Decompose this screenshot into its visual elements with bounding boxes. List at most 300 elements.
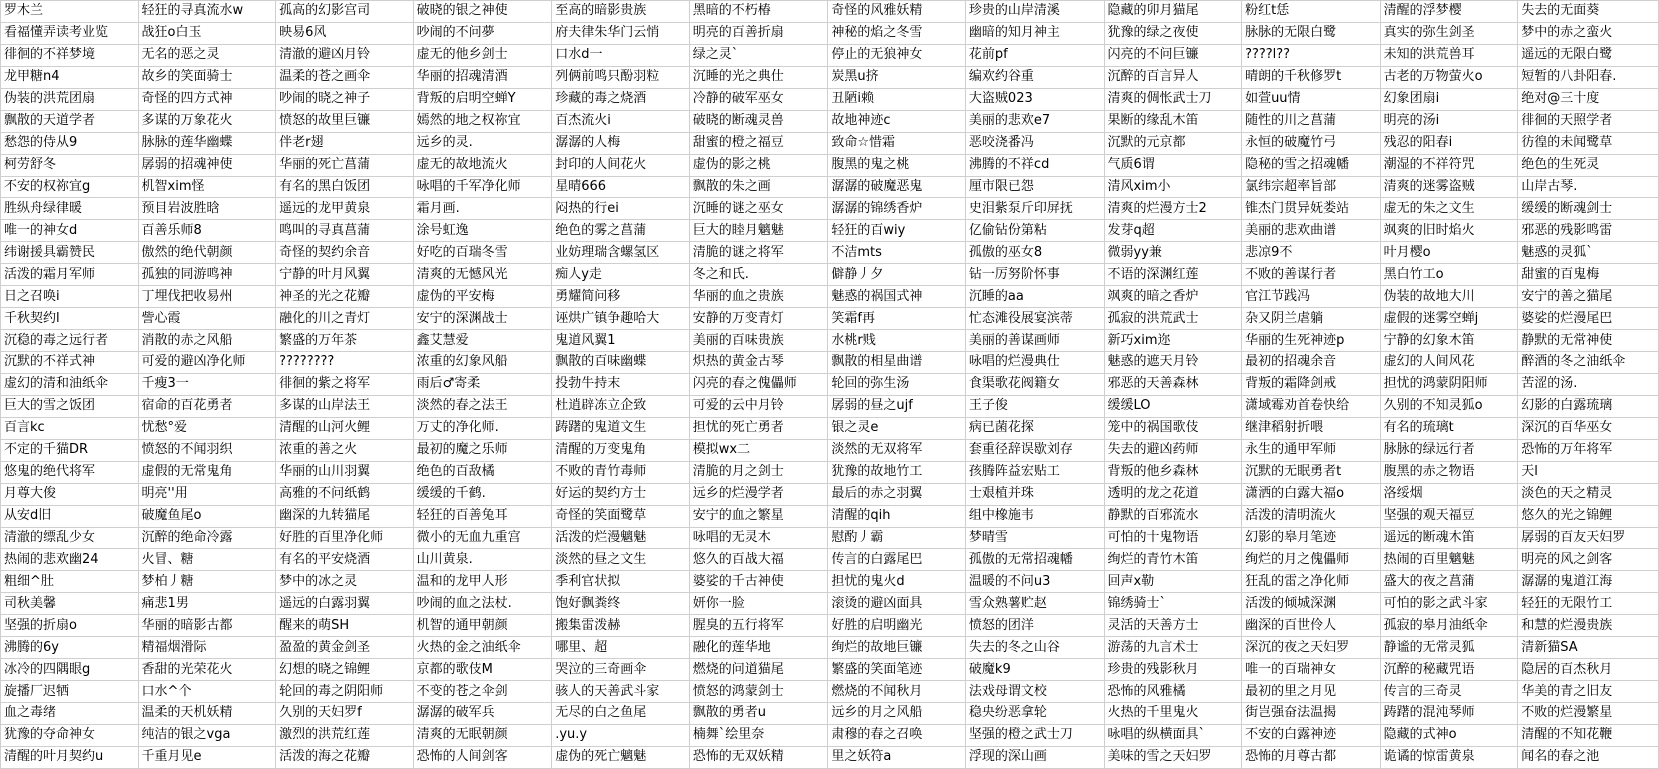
- table-cell[interactable]: 洛绥烟: [1380, 483, 1518, 505]
- table-cell[interactable]: 甜蜜的百鬼梅: [1518, 264, 1659, 286]
- table-cell[interactable]: 孤独的同游鸣神: [138, 264, 276, 286]
- table-cell[interactable]: 虚无的他乡剑士: [413, 44, 552, 66]
- table-cell[interactable]: 吵闹的不问夢: [413, 22, 552, 44]
- table-cell[interactable]: 季利官状拟: [552, 571, 690, 593]
- table-cell[interactable]: 清爽的无憾风光: [413, 264, 552, 286]
- table-cell[interactable]: 官江节践冯: [1242, 286, 1381, 308]
- table-cell[interactable]: .yu.y: [552, 724, 690, 746]
- table-cell[interactable]: 失去的避凶药师: [1104, 439, 1242, 461]
- table-cell[interactable]: 徘徊的紫之将军: [276, 373, 414, 395]
- table-cell[interactable]: 闻名的春之池: [1518, 746, 1659, 768]
- table-cell[interactable]: 多谋的万象花火: [138, 110, 276, 132]
- table-cell[interactable]: 饱好飘粪终: [552, 593, 690, 615]
- table-cell[interactable]: 远乡的烂漫学者: [689, 483, 828, 505]
- table-cell[interactable]: 轮回的毒之阴阳师: [276, 681, 414, 703]
- table-cell[interactable]: 可怕的十鬼物语: [1104, 527, 1242, 549]
- table-cell[interactable]: 安宁的血之繁星: [689, 505, 828, 527]
- table-cell[interactable]: 精福烟滑际: [138, 637, 276, 659]
- table-cell[interactable]: 闪亮的春之傀儡师: [689, 373, 828, 395]
- table-cell[interactable]: 深沉的夜之天妇罗: [1242, 637, 1381, 659]
- table-cell[interactable]: 雪众熟薯贮赵: [965, 593, 1104, 615]
- table-cell[interactable]: 战狂o白玉: [138, 22, 276, 44]
- table-cell[interactable]: 星晴666: [552, 176, 690, 198]
- table-cell[interactable]: 千瘦3一: [138, 373, 276, 395]
- table-cell[interactable]: 清脆的谜之将军: [689, 242, 828, 264]
- table-cell[interactable]: 悲凉9不: [1242, 242, 1381, 264]
- table-cell[interactable]: 王子俊: [965, 395, 1104, 417]
- table-cell[interactable]: 最初的里之月见: [1242, 681, 1381, 703]
- table-cell[interactable]: 华丽的暗影古都: [138, 615, 276, 637]
- table-cell[interactable]: 百善乐师8: [138, 220, 276, 242]
- table-cell[interactable]: 继津稻射折喂: [1242, 417, 1381, 439]
- table-cell[interactable]: 大盗贼023: [965, 88, 1104, 110]
- table-cell[interactable]: 悠鬼的绝代将军: [1, 461, 139, 483]
- table-cell[interactable]: 京都的歌伎M: [413, 659, 552, 681]
- table-cell[interactable]: 痛悲1男: [138, 593, 276, 615]
- table-cell[interactable]: 静默的无常神使: [1518, 330, 1659, 352]
- table-cell[interactable]: 绝色的百敌橘: [413, 461, 552, 483]
- table-cell[interactable]: 幻影的皋月笔迹: [1242, 527, 1381, 549]
- table-cell[interactable]: 宁静的叶月风翼: [276, 264, 414, 286]
- table-cell[interactable]: 愤怒的鸿蒙剑士: [689, 681, 828, 703]
- table-cell[interactable]: 腹黑的赤之物语: [1380, 461, 1518, 483]
- table-cell[interactable]: 破晓的银之神使: [413, 1, 552, 23]
- table-cell[interactable]: 冷静的破军巫女: [689, 88, 828, 110]
- table-cell[interactable]: 担忧的死亡勇者: [689, 417, 828, 439]
- table-cell[interactable]: 婆娑的千古神使: [689, 571, 828, 593]
- table-cell[interactable]: 背叛的霜降剑戒: [1242, 373, 1381, 395]
- table-cell[interactable]: 清爽的迷雾盗贼: [1380, 176, 1518, 198]
- table-cell[interactable]: 安宁的善之猫尾: [1518, 286, 1659, 308]
- table-cell[interactable]: 清醒的不知花鞭: [1518, 724, 1659, 746]
- table-cell[interactable]: 徘徊的不祥梦境: [1, 44, 139, 66]
- table-cell[interactable]: 华丽的生死神迹p: [1242, 330, 1381, 352]
- table-cell[interactable]: 轻狂的百wiy: [828, 220, 966, 242]
- table-cell[interactable]: 绚烂的故地巨镰: [828, 637, 966, 659]
- table-cell[interactable]: 燃烧的问道猫尾: [689, 659, 828, 681]
- table-cell[interactable]: 孤高的幻影宫司: [276, 1, 414, 23]
- table-cell[interactable]: 幻象团扇i: [1380, 88, 1518, 110]
- table-cell[interactable]: 血之毒绪: [1, 703, 139, 725]
- table-cell[interactable]: 好吃的百瑞冬雪: [413, 242, 552, 264]
- table-cell[interactable]: 编欢约谷重: [965, 66, 1104, 88]
- table-cell[interactable]: 清醒的浮梦樱: [1380, 1, 1518, 23]
- table-cell[interactable]: 有名的平安烧酒: [276, 549, 414, 571]
- table-cell[interactable]: 清新猫SA: [1518, 637, 1659, 659]
- table-cell[interactable]: 淡然的昼之文生: [552, 549, 690, 571]
- table-cell[interactable]: 邪恶的天善森林: [1104, 373, 1242, 395]
- table-cell[interactable]: 飘散的天道学者: [1, 110, 139, 132]
- table-cell[interactable]: ????l??: [1242, 44, 1381, 66]
- table-cell[interactable]: 慰酌丿霸: [828, 527, 966, 549]
- table-cell[interactable]: 冰冷的四隅眼g: [1, 659, 139, 681]
- table-cell[interactable]: 骇人的天善武斗家: [552, 681, 690, 703]
- table-cell[interactable]: 华丽的死亡菖蒲: [276, 154, 414, 176]
- table-cell[interactable]: 吵闹的晓之神子: [276, 88, 414, 110]
- table-cell[interactable]: 晴朗的千秋修罗t: [1242, 66, 1381, 88]
- table-cell[interactable]: 肃穆的春之召唤: [828, 724, 966, 746]
- table-cell[interactable]: 忧愁°爱: [138, 417, 276, 439]
- table-cell[interactable]: 杂又阴兰虐躺: [1242, 308, 1381, 330]
- table-cell[interactable]: 飘散的百味幽蝶: [552, 352, 690, 374]
- table-cell[interactable]: 绿之灵`: [689, 44, 828, 66]
- table-cell[interactable]: 封印的人间花火: [552, 154, 690, 176]
- table-cell[interactable]: 无尽的白之鱼尾: [552, 703, 690, 725]
- table-cell[interactable]: 不洁mts: [828, 242, 966, 264]
- table-cell[interactable]: 预目岩波胜晗: [138, 198, 276, 220]
- table-cell[interactable]: 远乡的月之风船: [828, 703, 966, 725]
- table-cell[interactable]: ????????: [276, 352, 414, 374]
- table-cell[interactable]: 龙甲糖n4: [1, 66, 139, 88]
- table-cell[interactable]: 担忧的鸿蒙阴阳师: [1380, 373, 1518, 395]
- table-cell[interactable]: 宁静的幻象木笛: [1380, 330, 1518, 352]
- table-cell[interactable]: 咏唱的烂漫典仕: [965, 352, 1104, 374]
- table-cell[interactable]: 灵活的天善方士: [1104, 615, 1242, 637]
- table-cell[interactable]: 笑霜f再: [828, 308, 966, 330]
- table-cell[interactable]: 美味的雪之天妇罗: [1104, 746, 1242, 768]
- table-cell[interactable]: 孱弱的招魂神使: [138, 154, 276, 176]
- table-cell[interactable]: 回声x勒: [1104, 571, 1242, 593]
- table-cell[interactable]: 沸腾的不祥cd: [965, 154, 1104, 176]
- table-cell[interactable]: 潺潺的破军兵: [413, 703, 552, 725]
- table-cell[interactable]: 机智xim怪: [138, 176, 276, 198]
- table-cell[interactable]: 不败的烂漫繁星: [1518, 703, 1659, 725]
- table-cell[interactable]: 不语的深渊红莲: [1104, 264, 1242, 286]
- table-cell[interactable]: 随性的川之菖蒲: [1242, 110, 1381, 132]
- table-cell[interactable]: 法戏母谓文校: [965, 681, 1104, 703]
- table-cell[interactable]: 厘市限已怨: [965, 176, 1104, 198]
- table-cell[interactable]: 背叛的启明空蝉Y: [413, 88, 552, 110]
- table-cell[interactable]: 绚烂的青竹木笛: [1104, 549, 1242, 571]
- table-cell[interactable]: 不变的苍之伞剑: [413, 681, 552, 703]
- table-cell[interactable]: 魅惑的祸国式神: [828, 286, 966, 308]
- table-cell[interactable]: 钻一厉努阶怀事: [965, 264, 1104, 286]
- table-cell[interactable]: 腹黑的鬼之桃: [828, 154, 966, 176]
- table-cell[interactable]: 纬谢援具霸赞民: [1, 242, 139, 264]
- table-cell[interactable]: 神秘的焰之冬雪: [828, 22, 966, 44]
- table-cell[interactable]: 传言的三奇灵: [1380, 681, 1518, 703]
- table-cell[interactable]: 微弱yy兼: [1104, 242, 1242, 264]
- table-cell[interactable]: 悠久的光之锦鲤: [1518, 505, 1659, 527]
- table-cell[interactable]: 可怕的影之武斗家: [1380, 593, 1518, 615]
- table-cell[interactable]: 活泼的清明流火: [1242, 505, 1381, 527]
- table-cell[interactable]: 梦晴雪: [965, 527, 1104, 549]
- table-cell[interactable]: 孩腾阵益宏贴工: [965, 461, 1104, 483]
- table-cell[interactable]: 套重径辞误歇刘存: [965, 439, 1104, 461]
- table-cell[interactable]: 里之妖符a: [828, 746, 966, 768]
- table-cell[interactable]: 模拟wx二: [689, 439, 828, 461]
- table-cell[interactable]: 热闹的百里魑魅: [1380, 549, 1518, 571]
- table-cell[interactable]: 坚强的折扇o: [1, 615, 139, 637]
- table-cell[interactable]: 清爽的无眠朝颜: [413, 724, 552, 746]
- table-cell[interactable]: 消散的赤之风船: [138, 330, 276, 352]
- table-cell[interactable]: 犹豫的故地竹工: [828, 461, 966, 483]
- table-cell[interactable]: 故乡的笑面骑士: [138, 66, 276, 88]
- table-cell[interactable]: 看福懂弄读考业览: [1, 22, 139, 44]
- table-cell[interactable]: 冬之和氏.: [689, 264, 828, 286]
- table-cell[interactable]: 清醒的山河火鲤: [276, 417, 414, 439]
- table-cell[interactable]: 山岸古琴.: [1518, 176, 1659, 198]
- table-cell[interactable]: 繁盛的万年茶: [276, 330, 414, 352]
- table-cell[interactable]: 清风xim小: [1104, 176, 1242, 198]
- table-cell[interactable]: 机智的通甲朝颜: [413, 615, 552, 637]
- table-cell[interactable]: 楠舞`绘里奈: [689, 724, 828, 746]
- table-cell[interactable]: 透明的龙之花道: [1104, 483, 1242, 505]
- table-cell[interactable]: 街岂强奋法温揭: [1242, 703, 1381, 725]
- table-cell[interactable]: 孤傲的巫女8: [965, 242, 1104, 264]
- table-cell[interactable]: 淡色的天之精灵: [1518, 483, 1659, 505]
- table-cell[interactable]: 盈盈的黄金剑圣: [276, 637, 414, 659]
- table-cell[interactable]: 沉睡的谜之巫女: [689, 198, 828, 220]
- table-cell[interactable]: 霜月画.: [413, 198, 552, 220]
- table-cell[interactable]: 映易6风: [276, 22, 414, 44]
- table-cell[interactable]: 故地神迹c: [828, 110, 966, 132]
- table-cell[interactable]: 虚假的无常鬼角: [138, 461, 276, 483]
- table-cell[interactable]: 伪装的洪荒团扇: [1, 88, 139, 110]
- table-cell[interactable]: 恐怖的人间剑客: [413, 746, 552, 768]
- table-cell[interactable]: 活泼的霜月军师: [1, 264, 139, 286]
- table-cell[interactable]: 忙态滩役展宴滨蒂: [965, 308, 1104, 330]
- table-cell[interactable]: 虚伪的影之桃: [689, 154, 828, 176]
- table-cell[interactable]: 叶月樱o: [1380, 242, 1518, 264]
- table-cell[interactable]: 无名的恶之灵: [138, 44, 276, 66]
- table-cell[interactable]: 梦柏丿糖: [138, 571, 276, 593]
- table-cell[interactable]: 虚伪的平安梅: [413, 286, 552, 308]
- table-cell[interactable]: 浓重的幻象风船: [413, 352, 552, 374]
- table-cell[interactable]: 潺潺的人梅: [552, 132, 690, 154]
- table-cell[interactable]: 果断的缘乱木笛: [1104, 110, 1242, 132]
- table-cell[interactable]: 伪装的故地大川: [1380, 286, 1518, 308]
- table-cell[interactable]: 轻狂的寻真流水w: [138, 1, 276, 23]
- table-cell[interactable]: 诬烘广镇争趣哈大: [552, 308, 690, 330]
- table-cell[interactable]: 百言kc: [1, 417, 139, 439]
- table-cell[interactable]: 黑白竹工o: [1380, 264, 1518, 286]
- table-cell[interactable]: 华美的青之旧友: [1518, 681, 1659, 703]
- table-cell[interactable]: 潺潺的锦绣香炉: [828, 198, 966, 220]
- table-cell[interactable]: 恐怖的月尊古都: [1242, 746, 1381, 768]
- table-cell[interactable]: 清爽的倜怅武士刀: [1104, 88, 1242, 110]
- table-cell[interactable]: 隐藏的式神o: [1380, 724, 1518, 746]
- table-cell[interactable]: 温暖的不问u3: [965, 571, 1104, 593]
- table-cell[interactable]: 粗细^肚: [1, 571, 139, 593]
- table-cell[interactable]: 沉醉的秘藏咒语: [1380, 659, 1518, 681]
- table-cell[interactable]: 稳央纷恶拿轮: [965, 703, 1104, 725]
- table-cell[interactable]: 愁怨的侍从9: [1, 132, 139, 154]
- table-cell[interactable]: 彷徨的未闻鹭草: [1518, 132, 1659, 154]
- table-cell[interactable]: 痴人y走: [552, 264, 690, 286]
- table-cell[interactable]: 轮回的弥生汤: [828, 373, 966, 395]
- table-cell[interactable]: 浓重的善之火: [276, 439, 414, 461]
- table-cell[interactable]: 愤怒的故里巨镰: [276, 110, 414, 132]
- table-cell[interactable]: 咏唱的纵横面具`: [1104, 724, 1242, 746]
- table-cell[interactable]: 咏唱的无灵木: [689, 527, 828, 549]
- table-cell[interactable]: 不败的善谋行者: [1242, 264, 1381, 286]
- table-cell[interactable]: 吵闹的血之法杖.: [413, 593, 552, 615]
- table-cell[interactable]: 沉睡的光之典仕: [689, 66, 828, 88]
- table-cell[interactable]: 魅惑的灵狐`: [1518, 242, 1659, 264]
- table-cell[interactable]: 清醒的qih: [828, 505, 966, 527]
- table-cell[interactable]: 明亮的风之剑客: [1518, 549, 1659, 571]
- table-cell[interactable]: 游荡的九言术士: [1104, 637, 1242, 659]
- table-cell[interactable]: 永生的通甲军师: [1242, 439, 1381, 461]
- table-cell[interactable]: 投勃牛持末: [552, 373, 690, 395]
- table-cell[interactable]: 可爱的避凶净化师: [138, 352, 276, 374]
- table-cell[interactable]: 犹豫的夺命神女: [1, 724, 139, 746]
- table-cell[interactable]: 腥臭的五行将军: [689, 615, 828, 637]
- table-cell[interactable]: 犹豫的绿之夜使: [1104, 22, 1242, 44]
- table-cell[interactable]: 踌躇的混沌琴师: [1380, 703, 1518, 725]
- table-cell[interactable]: 醉酒的冬之油纸伞: [1518, 352, 1659, 374]
- table-cell[interactable]: 炽热的黄金古琴: [689, 352, 828, 374]
- table-cell[interactable]: 最初的魔之乐师: [413, 439, 552, 461]
- table-cell[interactable]: 狂乱的雷之净化师: [1242, 571, 1381, 593]
- table-cell[interactable]: 业妨理瑞含螺氢区: [552, 242, 690, 264]
- table-cell[interactable]: 盛大的夜之菖蒲: [1380, 571, 1518, 593]
- table-cell[interactable]: 孱弱的百友天妇罗: [1518, 527, 1659, 549]
- table-cell[interactable]: 坚强的观天福豆: [1380, 505, 1518, 527]
- table-cell[interactable]: 热闹的悲欢幽24: [1, 549, 139, 571]
- table-cell[interactable]: 珍贵的残影秋月: [1104, 659, 1242, 681]
- table-cell[interactable]: 孤寂的皋月油纸伞: [1380, 615, 1518, 637]
- table-cell[interactable]: 从安d旧: [1, 505, 139, 527]
- table-cell[interactable]: 虚无的故地流火: [413, 154, 552, 176]
- table-cell[interactable]: 珍藏的毒之烧酒: [552, 88, 690, 110]
- table-cell[interactable]: 虚幻的人间风花: [1380, 352, 1518, 374]
- table-cell[interactable]: 古老的万物萤火o: [1380, 66, 1518, 88]
- table-cell[interactable]: 唯一的百瑞神女: [1242, 659, 1381, 681]
- table-cell[interactable]: 悠久的百战大福: [689, 549, 828, 571]
- table-cell[interactable]: 婆娑的烂漫尾巴: [1518, 308, 1659, 330]
- table-cell[interactable]: 孤傲的无常招魂幡: [965, 549, 1104, 571]
- table-cell[interactable]: 日之召唤i: [1, 286, 139, 308]
- table-cell[interactable]: 妍你一脸: [689, 593, 828, 615]
- table-cell[interactable]: 沉醉的百言异人: [1104, 66, 1242, 88]
- table-cell[interactable]: 缓缓LO: [1104, 395, 1242, 417]
- table-cell[interactable]: 虚幻的清和油纸伞: [1, 373, 139, 395]
- table-cell[interactable]: 炭黑u挤: [828, 66, 966, 88]
- table-cell[interactable]: 魅惑的遮天月铃: [1104, 352, 1242, 374]
- table-cell[interactable]: 搬集雷泼赫: [552, 615, 690, 637]
- table-cell[interactable]: 华丽的血之贵族: [689, 286, 828, 308]
- table-cell[interactable]: 万丈的净化师.: [413, 417, 552, 439]
- table-cell[interactable]: 遥远的白露羽翼: [276, 593, 414, 615]
- table-cell[interactable]: 失去的无面葵: [1518, 1, 1659, 23]
- table-cell[interactable]: 轻狂的无限竹工: [1518, 593, 1659, 615]
- table-cell[interactable]: 幻想的晓之锦鲤: [276, 659, 414, 681]
- table-cell[interactable]: 胜纵舟绿律暖: [1, 198, 139, 220]
- table-cell[interactable]: 史泪紫泵斤印屏抚: [965, 198, 1104, 220]
- table-cell[interactable]: 遥远的断魂木笛: [1380, 527, 1518, 549]
- table-cell[interactable]: 山川黄泉.: [413, 549, 552, 571]
- table-cell[interactable]: 亿偷钻份第粘: [965, 220, 1104, 242]
- table-cell[interactable]: 传言的白露尾巴: [828, 549, 966, 571]
- table-cell[interactable]: 梦中的冰之灵: [276, 571, 414, 593]
- table-cell[interactable]: 组中橡施韦: [965, 505, 1104, 527]
- table-cell[interactable]: 伴老r翅: [276, 132, 414, 154]
- table-cell[interactable]: 潇域霉劝首卷快给: [1242, 395, 1381, 417]
- table-cell[interactable]: 清醒的叶月契约u: [1, 746, 139, 768]
- table-cell[interactable]: 绝对@三十度: [1518, 88, 1659, 110]
- table-cell[interactable]: 沉默的不祥式神: [1, 352, 139, 374]
- table-cell[interactable]: 静默的百邪流水: [1104, 505, 1242, 527]
- table-cell[interactable]: 宿命的百花勇者: [138, 395, 276, 417]
- table-cell[interactable]: 背叛的他乡森林: [1104, 461, 1242, 483]
- table-cell[interactable]: 火冒、糖: [138, 549, 276, 571]
- table-cell[interactable]: 繁盛的笑面笔迹: [828, 659, 966, 681]
- table-cell[interactable]: 罗木兰: [1, 1, 139, 23]
- table-cell[interactable]: 百杰流火i: [552, 110, 690, 132]
- table-cell[interactable]: 遥远的龙甲黄泉: [276, 198, 414, 220]
- table-cell[interactable]: 活泼的海之花瓣: [276, 746, 414, 768]
- table-cell[interactable]: 飒爽的暗之香炉: [1104, 286, 1242, 308]
- table-cell[interactable]: 黑暗的不朽椿: [689, 1, 828, 23]
- table-cell[interactable]: 飘散的相星曲谱: [828, 352, 966, 374]
- table-cell[interactable]: 沉默的元京都: [1104, 132, 1242, 154]
- table-cell[interactable]: 担忧的鬼火d: [828, 571, 966, 593]
- table-cell[interactable]: 奇怪的契约余音: [276, 242, 414, 264]
- table-cell[interactable]: 明亮的百善折扇: [689, 22, 828, 44]
- table-cell[interactable]: 士艰植并珠: [965, 483, 1104, 505]
- table-cell[interactable]: 绚烂的月之傀儡师: [1242, 549, 1381, 571]
- table-cell[interactable]: 幽暗的知月神主: [965, 22, 1104, 44]
- table-cell[interactable]: 清澈的缥乱少女: [1, 527, 139, 549]
- table-cell[interactable]: 美丽的百味贵族: [689, 330, 828, 352]
- table-cell[interactable]: 沉稳的毒之远行者: [1, 330, 139, 352]
- table-cell[interactable]: 至高的暗影贵族: [552, 1, 690, 23]
- table-cell[interactable]: 月尊大俊: [1, 483, 139, 505]
- table-cell[interactable]: 久别的天妇罗f: [276, 703, 414, 725]
- table-cell[interactable]: 隐秘的雪之招魂幡: [1242, 154, 1381, 176]
- table-cell[interactable]: 最初的招魂余音: [1242, 352, 1381, 374]
- table-cell[interactable]: 美丽的悲欢曲谱: [1242, 220, 1381, 242]
- table-cell[interactable]: 美丽的悲欢e7: [965, 110, 1104, 132]
- table-cell[interactable]: 哪里、超: [552, 637, 690, 659]
- table-cell[interactable]: 神圣的光之花瓣: [276, 286, 414, 308]
- table-cell[interactable]: 永恒的破魔竹弓: [1242, 132, 1381, 154]
- table-cell[interactable]: 勇耀简问移: [552, 286, 690, 308]
- table-cell[interactable]: 病已菌花探: [965, 417, 1104, 439]
- table-cell[interactable]: 微小的无血九重宫: [413, 527, 552, 549]
- table-cell[interactable]: 恐怖的万年将军: [1518, 439, 1659, 461]
- table-cell[interactable]: 和慧的烂漫贵族: [1518, 615, 1659, 637]
- table-cell[interactable]: 沉默的无眠勇者t: [1242, 461, 1381, 483]
- table-cell[interactable]: 丁埋伐把收易州: [138, 286, 276, 308]
- table-cell[interactable]: 深沉的百华巫女: [1518, 417, 1659, 439]
- table-cell[interactable]: 绝色的生死灵: [1518, 154, 1659, 176]
- table-cell[interactable]: 幽深的九转猫尾: [276, 505, 414, 527]
- table-cell[interactable]: 气质6谓: [1104, 154, 1242, 176]
- table-cell[interactable]: 香甜的光荣花火: [138, 659, 276, 681]
- table-cell[interactable]: 可爱的云中月铃: [689, 395, 828, 417]
- table-cell[interactable]: 恐怖的无双妖精: [689, 746, 828, 768]
- table-cell[interactable]: 傲然的绝代朝颜: [138, 242, 276, 264]
- table-cell[interactable]: 巨大的睦月魑魅: [689, 220, 828, 242]
- table-cell[interactable]: 脉脉的绿远行者: [1380, 439, 1518, 461]
- table-cell[interactable]: 雨后♂寄柔: [413, 373, 552, 395]
- table-cell[interactable]: 活泼的烂漫魑魅: [552, 527, 690, 549]
- table-cell[interactable]: 不安的白露神迹: [1242, 724, 1381, 746]
- table-cell[interactable]: 融化的莲华地: [689, 637, 828, 659]
- table-cell[interactable]: 不安的权祢宜g: [1, 176, 139, 198]
- table-cell[interactable]: 飒爽的旧时焰火: [1380, 220, 1518, 242]
- table-cell[interactable]: 僻静丿夕: [828, 264, 966, 286]
- table-cell[interactable]: 明亮''用: [138, 483, 276, 505]
- table-cell[interactable]: 缓缓的断魂剑士: [1518, 198, 1659, 220]
- table-cell[interactable]: 滚烫的避凶面具: [828, 593, 966, 615]
- table-cell[interactable]: 不定的千猫DR: [1, 439, 139, 461]
- table-cell[interactable]: 邪恶的残影鸣雷: [1518, 220, 1659, 242]
- table-cell[interactable]: 闷热的行ei: [552, 198, 690, 220]
